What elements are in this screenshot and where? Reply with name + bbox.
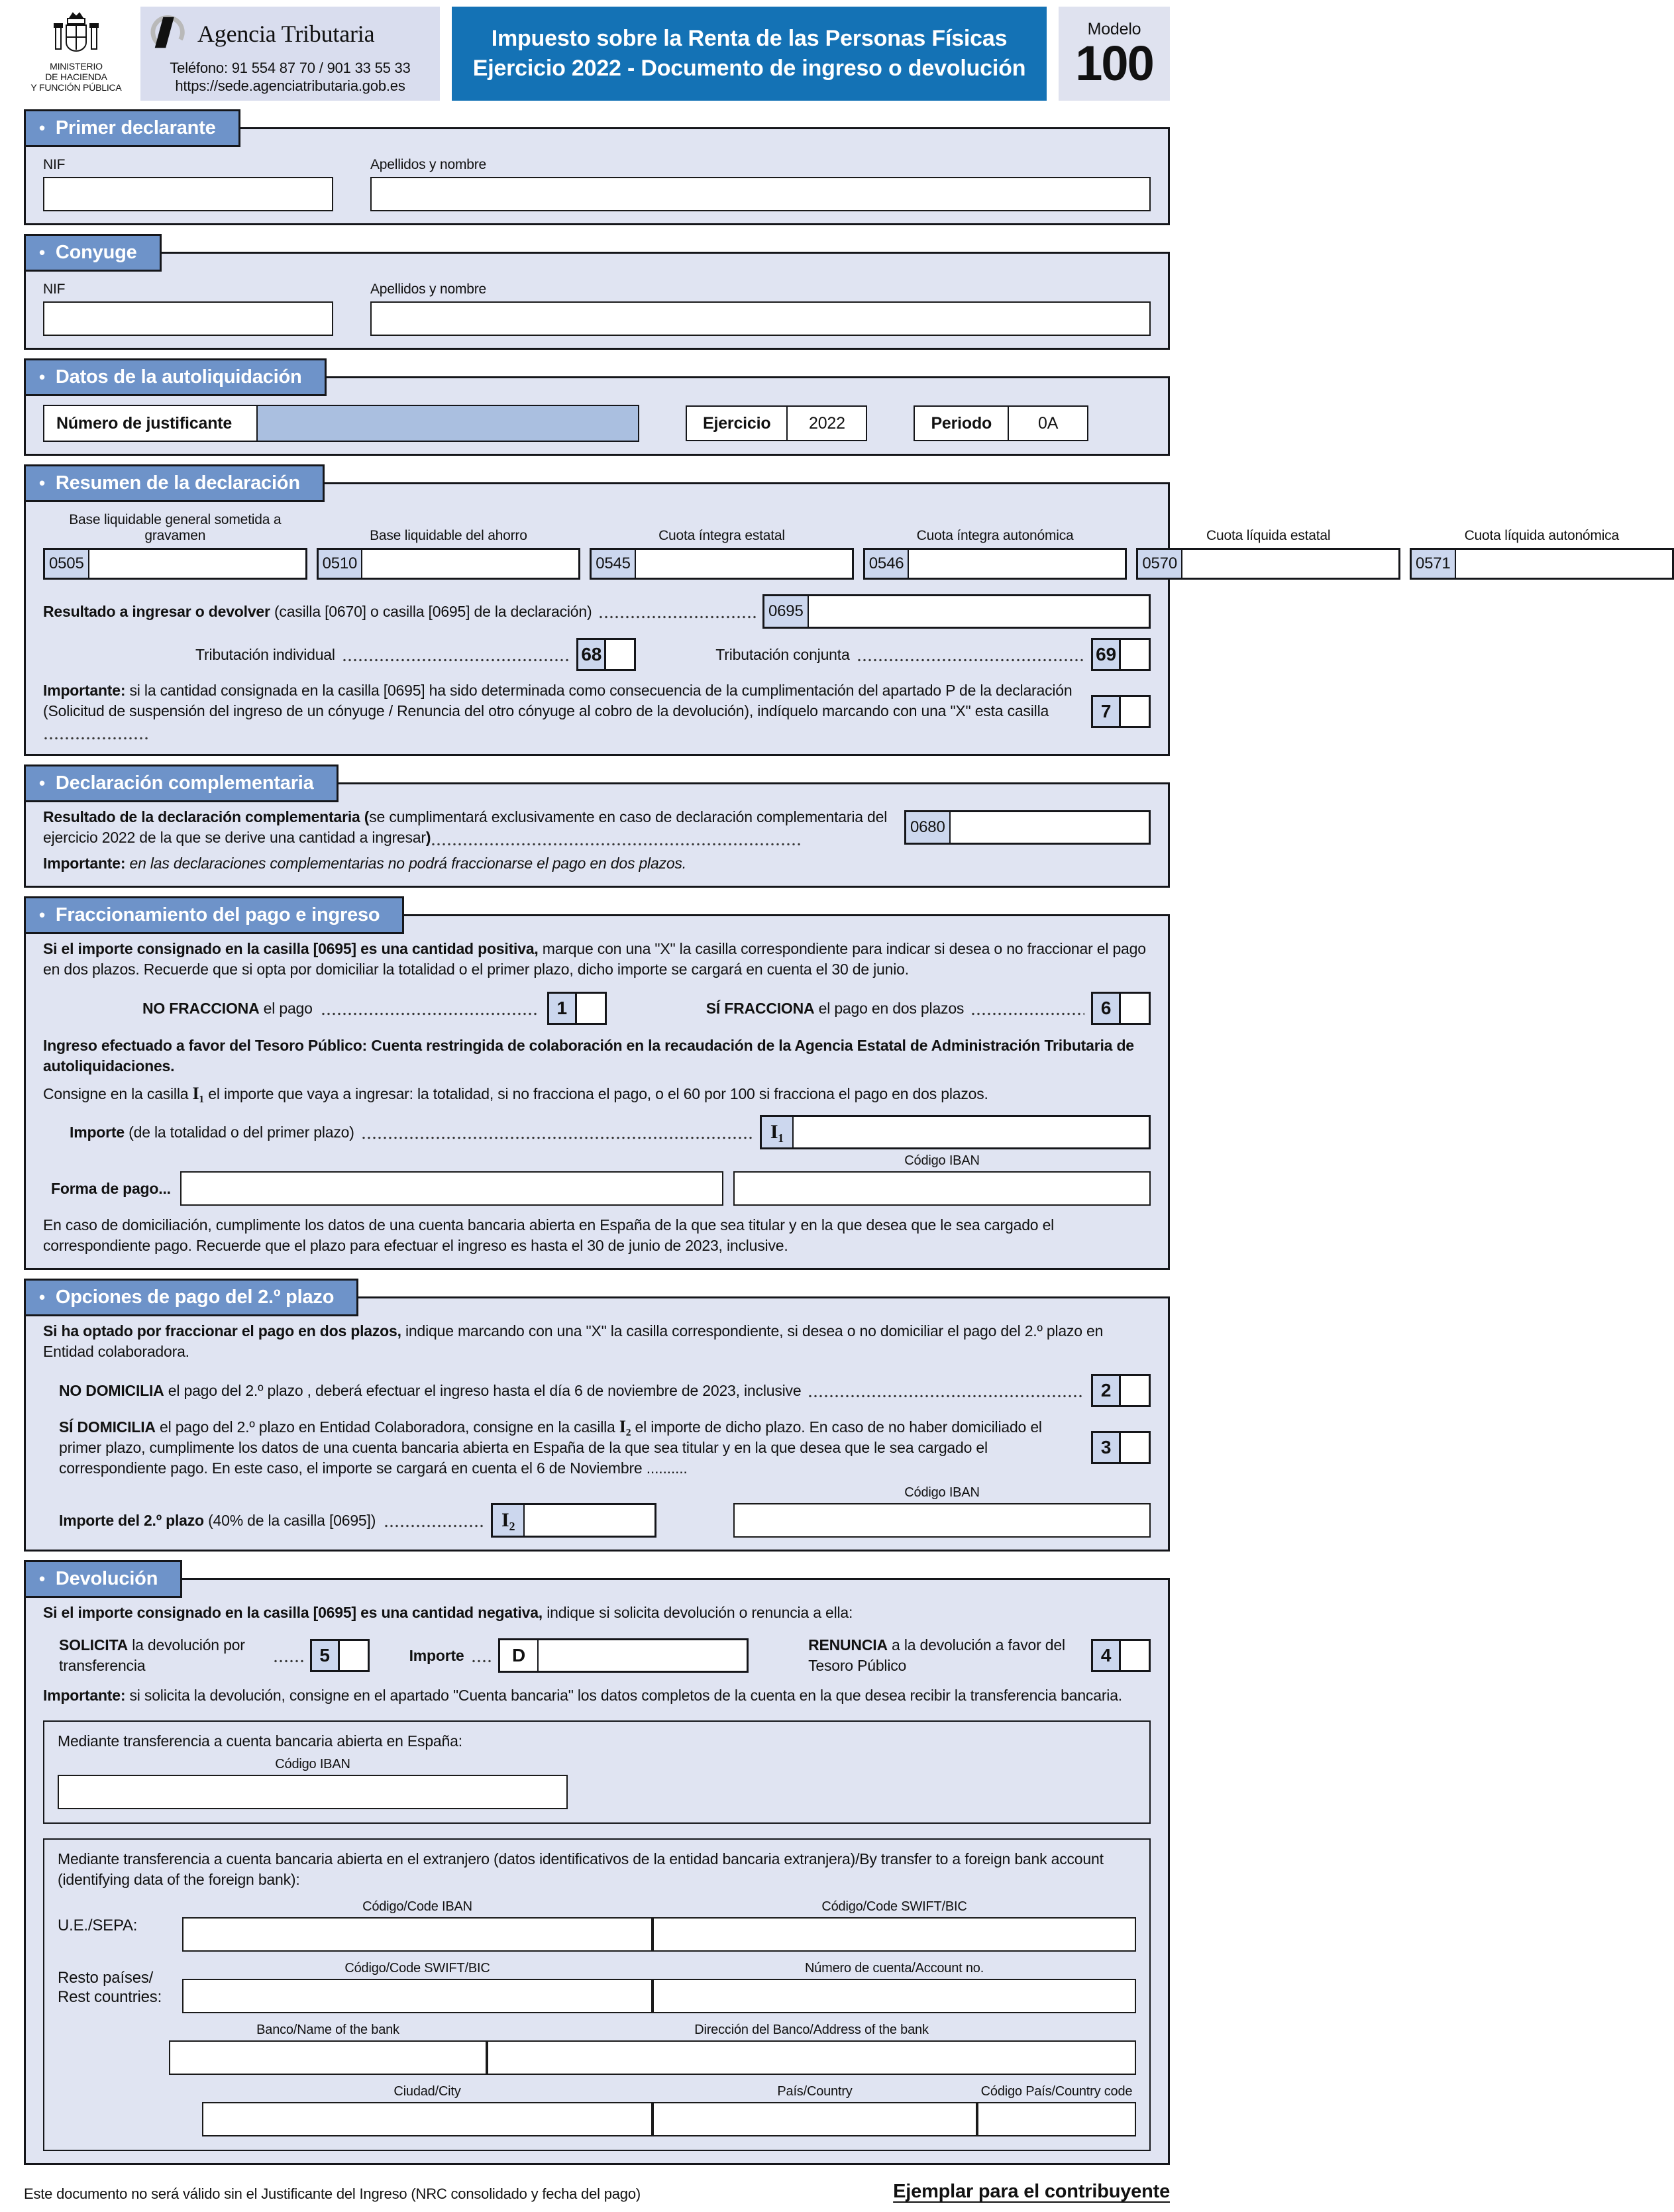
dot-leader [384, 1512, 483, 1528]
section-fraccionamiento [24, 904, 1170, 1270]
bullet-icon: • [39, 905, 45, 925]
casilla-0680-input[interactable] [951, 812, 1149, 843]
field-label: Cuota líquida autonómica [1464, 528, 1619, 543]
dot-leader [857, 647, 1084, 662]
spain-iban-input[interactable] [58, 1775, 568, 1809]
periodo-label: Periodo [931, 413, 992, 433]
casilla-2-checkbox [1091, 1374, 1151, 1407]
casilla-code: 0571 [1412, 550, 1456, 578]
section-title: Declaración complementaria [55, 772, 314, 794]
section-title: Datos de la autoliquidación [55, 366, 302, 388]
tributacion-individual-label: Tributación individual [195, 645, 335, 663]
casilla-0546-input[interactable] [909, 550, 1125, 578]
section-tab-conyuge [24, 234, 162, 272]
ue-iban-input[interactable] [182, 1917, 653, 1952]
casilla-code: 0680 [906, 812, 951, 843]
casilla-0510-input[interactable] [362, 550, 578, 578]
section-title: Conyuge [55, 242, 137, 263]
agencia-tributaria-logo-icon [150, 13, 188, 55]
dot-leader [273, 1648, 303, 1663]
iban-caption: Código IBAN [275, 1757, 350, 1771]
si-fracciona-label: SÍ FRACCIONA el pago en dos plazos [706, 999, 965, 1017]
dot-leader [361, 1124, 753, 1140]
ue-sepa-row [58, 1899, 1136, 1952]
casilla-i1-importe-input[interactable] [794, 1117, 1149, 1147]
field-label: Cuota íntegra autonómica [916, 528, 1074, 543]
footer-validity-note: Este documento no será válido sin el Justificante del Ingreso (NRC consolidado y fecha del pago) [24, 2186, 641, 2202]
ingreso-tesoro-text: Ingreso efectuado a favor del Tesoro Público: Cuenta restringida de colaboración en la recaudación de la Agencia Estatal de Administración Tributaria de autoliquidaciones. [43, 1037, 1134, 1075]
dot-leader [342, 647, 570, 662]
declarante-apellidos-input[interactable] [370, 177, 1151, 211]
resumen-field-0570 [1136, 507, 1400, 580]
resumen-importante-text: Importante: si la cantidad consignada en la casilla [0695] ha sido determinada como consecuencia de la cumplimentación del apartado P de la declaración (Solicitud de suspensión del ingreso de un cónyuge / Renuncia del otro cónyuge al cobro de la devolución), indíquelo marcando con una "X" esta casilla [43, 680, 1082, 742]
justificante-label: Número de justificante [44, 406, 256, 441]
iban-caption: Código IBAN [904, 1153, 980, 1168]
agency-name: Agencia Tributaria [197, 21, 375, 47]
tributacion-conjunta-label: Tributación conjunta [715, 645, 850, 663]
dot-leader [431, 831, 802, 847]
swift-caption: Código/Code SWIFT/BIC [821, 1899, 967, 1914]
section-title: Fraccionamiento del pago e ingreso [55, 904, 380, 925]
section-tab-autoliquidacion [24, 358, 327, 396]
field-label: Cuota líquida estatal [1206, 528, 1331, 543]
section-tab-primer-declarante [24, 109, 240, 147]
consigne-text: Consigne en la casilla I₁ el importe que vaya a ingresar: la totalidad, si no fracciona el pago, o el 60 por 100 si fracciona el pago en dos plazos. [43, 1084, 988, 1103]
casilla-code: 2 [1093, 1376, 1121, 1405]
casilla-d-field [498, 1638, 749, 1673]
casilla-code: 5 [312, 1641, 340, 1670]
casilla-0695-input[interactable] [809, 596, 1149, 627]
renuncia-label: RENUNCIA a la devolución a favor del Tesoro Público [808, 1636, 1065, 1674]
casilla-code: 7 [1093, 697, 1121, 726]
domiciliacion-note-text: En caso de domiciliación, cumplimente los datos de una cuenta bancaria abierta en España de la que sea titular y en la que desea que le sea cargado el correspondiente pago. Recuerde que el plazo para efectuar el ingreso es hasta el 30 de junio de 2023, inclusive. [43, 1216, 1055, 1254]
complementaria-importante-text: Importante: en las declaraciones complementarias no podrá fraccionarse el pago en dos plazos. [43, 855, 686, 872]
tributacion-conjunta-checkbox-cell[interactable] [1121, 640, 1149, 669]
bank-address-caption: Dirección del Banco/Address of the bank [694, 2023, 929, 2037]
city-country-row [58, 2084, 1136, 2136]
importe-label: Importe (de la totalidad o del primer plazo) [70, 1123, 354, 1141]
dot-leader [321, 1000, 539, 1016]
casilla-code: 0570 [1138, 550, 1182, 578]
casilla-5-checkbox-cell[interactable] [340, 1641, 368, 1670]
forma-pago-label: Forma de pago... [51, 1179, 171, 1197]
casilla-3-checkbox-cell[interactable] [1121, 1433, 1149, 1462]
forma-pago-input[interactable] [180, 1171, 723, 1206]
ministry-block [24, 7, 129, 101]
nif-label: NIF [43, 157, 66, 172]
casilla-code: 1 [549, 994, 577, 1023]
section-tab-segundo-plazo [24, 1279, 358, 1316]
casilla-code: 4 [1093, 1641, 1121, 1670]
casilla-0680-field [904, 810, 1151, 845]
ejercicio-label: Ejercicio [703, 413, 771, 433]
form-header [24, 7, 1170, 101]
agency-phone: Teléfono: 91 554 87 70 / 901 33 55 33 [170, 59, 411, 76]
bullet-icon: • [39, 1569, 45, 1589]
ue-swift-input[interactable] [653, 1917, 1136, 1952]
form-title-line2: Ejercicio 2022 - Documento de ingreso o devolución [472, 56, 1026, 81]
resumen-field-0571 [1410, 507, 1674, 580]
casilla-7-checkbox [1091, 695, 1151, 728]
field-label: Base liquidable del ahorro [370, 528, 527, 543]
importe-2plazo-label: Importe del 2.º plazo (40% de la casilla [0695]) [59, 1511, 376, 1529]
complementaria-resultado-text: Resultado de la declaración complementaria (se cumplimentará exclusivamente en caso de declaración complementaria del ejercicio 2022 de la que se derive una cantidad a ingresar) [43, 808, 888, 846]
agency-web: https://sede.agenciatributaria.gob.es [175, 77, 405, 94]
conyuge-nif-input[interactable] [43, 301, 333, 336]
section-title: Resumen de la declaración [55, 472, 300, 494]
casilla-0571-input[interactable] [1456, 550, 1672, 578]
casilla-d-importe-input[interactable] [539, 1640, 747, 1671]
dot-leader [970, 1000, 1084, 1016]
bullet-icon: • [39, 242, 45, 262]
spain-transfer-title: Mediante transferencia a cuenta bancaria abierta en España: [58, 1732, 462, 1750]
section-tab-devolucion [24, 1560, 182, 1598]
dot-leader [471, 1648, 492, 1663]
ue-sepa-label: U.E./SEPA: [58, 1917, 138, 1934]
segundo-plazo-iban-input[interactable] [733, 1503, 1151, 1538]
casilla-code: 69 [1093, 640, 1121, 669]
casilla-code: I₁ [762, 1117, 794, 1147]
section-title: Primer declarante [55, 117, 216, 138]
resumen-field-0510 [317, 507, 581, 580]
ministry-name: MINISTERIO DE HACIENDA Y FUNCIÓN PÚBLICA [30, 61, 122, 93]
bank-row [58, 2023, 1136, 2075]
resto-account-input[interactable] [653, 1979, 1136, 2013]
iban-caption: Código IBAN [904, 1485, 980, 1500]
resto-paises-row [58, 1961, 1136, 2013]
field-label: Cuota íntegra estatal [658, 528, 785, 543]
resultado-text: Resultado a ingresar o devolver (casilla [0670] o casilla [0695] de la declaración) [43, 602, 592, 620]
ministry-coat-of-arms-icon [50, 9, 102, 58]
casilla-code: 0510 [319, 550, 363, 578]
country-code-input[interactable] [977, 2102, 1136, 2136]
form-title-line1: Impuesto sobre la Renta de las Personas Físicas [491, 26, 1008, 51]
section-title: Opciones de pago del 2.º plazo [55, 1287, 335, 1308]
model-number: 100 [1075, 35, 1153, 91]
model-label: Modelo [1087, 19, 1141, 38]
spain-transfer-box [43, 1720, 1151, 1824]
tributacion-individual-checkbox-cell[interactable] [606, 640, 634, 669]
swift-caption: Código/Code SWIFT/BIC [344, 1961, 490, 1975]
bullet-icon: • [39, 118, 45, 138]
field-label: Base liquidable general sometida a gravamen [69, 512, 282, 543]
section-segundo-plazo [24, 1287, 1170, 1552]
agency-block [140, 7, 440, 101]
casilla-0570-input[interactable] [1182, 550, 1398, 578]
casilla-2-checkbox-cell[interactable] [1121, 1376, 1149, 1405]
casilla-code: D [500, 1640, 539, 1671]
casilla-i1-field [760, 1115, 1151, 1149]
city-caption: Ciudad/City [393, 2084, 461, 2099]
casilla-i2-importe-input[interactable] [525, 1505, 654, 1536]
devolucion-importe-label: Importe [409, 1646, 464, 1664]
casilla-0695-field [762, 594, 1151, 629]
casilla-0545-input[interactable] [636, 550, 852, 578]
city-input[interactable] [202, 2102, 653, 2136]
section-conyuge [24, 242, 1170, 350]
casilla-6-checkbox [1091, 992, 1151, 1025]
apellidos-label: Apellidos y nombre [370, 282, 486, 297]
bullet-icon: • [39, 1287, 45, 1307]
casilla-7-checkbox-cell[interactable] [1121, 697, 1149, 726]
casilla-5-checkbox [310, 1639, 370, 1672]
casilla-code: 0545 [592, 550, 636, 578]
bank-name-input[interactable] [169, 2040, 487, 2075]
justificante-field [43, 405, 639, 442]
section-tab-complementaria [24, 764, 339, 802]
section-tab-resumen [24, 464, 325, 502]
section-resumen [24, 472, 1619, 756]
form-footer [24, 2181, 1170, 2203]
footer-copy-label: Ejemplar para el contribuyente [893, 2181, 1170, 2202]
iban-caption: Código/Code IBAN [362, 1899, 472, 1914]
tributacion-individual-checkbox [576, 638, 636, 671]
casilla-3-checkbox [1091, 1431, 1151, 1464]
foreign-transfer-title: Mediante transferencia a cuenta bancaria abierta en el extranjero (datos identificativos de la entidad bancaria extranjera)/By transfer to a foreign bank account (identifying data of the foreign bank): [58, 1850, 1104, 1888]
section-tab-fraccionamiento [24, 896, 404, 934]
model-box [1059, 7, 1170, 101]
resumen-field-0545 [590, 507, 854, 580]
bullet-icon: • [39, 473, 45, 493]
resumen-field-0505 [43, 507, 307, 580]
casilla-4-checkbox [1091, 1639, 1151, 1672]
bullet-icon: • [39, 367, 45, 387]
foreign-transfer-box [43, 1838, 1151, 2151]
declarante-nif-input[interactable] [43, 177, 333, 211]
ejercicio-field [686, 405, 867, 441]
section-devolucion [24, 1568, 1170, 2165]
account-caption: Número de cuenta/Account no. [804, 1961, 984, 1975]
casilla-code: 6 [1093, 994, 1121, 1023]
dot-leader [598, 604, 756, 619]
country-caption: País/Country [777, 2084, 853, 2099]
section-complementaria [24, 772, 1170, 888]
devolucion-intro-text: Si el importe consignado en la casilla [0695] es una cantidad negativa, indique si solicita devolución o renuncia a ella: [43, 1604, 853, 1621]
bullet-icon: • [39, 773, 45, 793]
casilla-1-checkbox [547, 992, 607, 1025]
domiciliacion-iban-input[interactable] [733, 1171, 1151, 1206]
periodo-field [914, 405, 1088, 441]
tributacion-conjunta-checkbox [1091, 638, 1151, 671]
casilla-code: 68 [578, 640, 606, 669]
form-title-banner [452, 7, 1047, 101]
fraccionamiento-intro-text: Si el importe consignado en la casilla [0695] es una cantidad positiva, marque con una "X" la casilla correspondiente para indicar si desea o no fraccionar el pago en dos plazos. Recuerde que si opta por domiciliar la totalidad o el primer plazo, dicho importe se cargará en cuenta el 30 de junio. [43, 940, 1146, 978]
casilla-0505-input[interactable] [89, 550, 305, 578]
casilla-6-checkbox-cell[interactable] [1121, 994, 1149, 1023]
si-domicilia-label: SÍ DOMICILIA el pago del 2.º plazo en Entidad Colaboradora, consigne en la casilla I₂ el importe de dicho plazo. En caso de no haber domiciliado el primer plazo, cumplimente los datos de una cuenta bancaria abierta en España de la que sea titular y en la que desea que le sea cargado el correspondiente pago. En este caso, el importe se cargará en cuenta el 6 de Noviembre .......... [59, 1417, 1042, 1477]
bank-address-input[interactable] [487, 2040, 1136, 2075]
casilla-code: 3 [1093, 1433, 1121, 1462]
no-domicilia-label: NO DOMICILIA el pago del 2.º plazo , deberá efectuar el ingreso hasta el día 6 de noviembre de 2023, inclusive [59, 1381, 802, 1399]
casilla-code: 0695 [764, 596, 809, 627]
country-code-caption: Código País/Country code [980, 2084, 1133, 2099]
nif-label: NIF [43, 282, 66, 297]
casilla-code: 0546 [865, 550, 910, 578]
dot-leader [43, 725, 149, 741]
devolucion-importante-text: Importante: si solicita la devolución, consigne en el apartado "Cuenta bancaria" los datos completos de la cuenta en la que desea recibir la transferencia bancaria. [43, 1687, 1122, 1704]
bank-name-caption: Banco/Name of the bank [256, 2023, 399, 2037]
casilla-code: I₂ [493, 1505, 525, 1536]
apellidos-label: Apellidos y nombre [370, 157, 486, 172]
no-fracciona-label: NO FRACCIONA el pago [142, 999, 313, 1017]
justificante-input[interactable] [256, 406, 638, 441]
ejercicio-value: 2022 [786, 407, 866, 440]
conyuge-apellidos-input[interactable] [370, 301, 1151, 336]
section-primer-declarante [24, 117, 1170, 225]
casilla-i2-field [491, 1503, 656, 1538]
periodo-value: 0A [1008, 407, 1087, 440]
resto-paises-label: Resto países/ Rest countries: [58, 1968, 162, 2006]
resto-swift-input[interactable] [182, 1979, 653, 2013]
resumen-field-0546 [863, 507, 1127, 580]
dot-leader [808, 1383, 1084, 1398]
casilla-code: 0505 [45, 550, 89, 578]
solicita-label: SOLICITA la devolución por transferencia [59, 1636, 245, 1674]
country-input[interactable] [653, 2102, 977, 2136]
casilla-1-checkbox-cell[interactable] [577, 994, 605, 1023]
section-title: Devolución [55, 1568, 158, 1589]
section-autoliquidacion [24, 366, 1170, 456]
segundo-plazo-intro-text: Si ha optado por fraccionar el pago en dos plazos, indique marcando con una "X" la casilla correspondiente, si desea o no domiciliar el pago del 2.º plazo en Entidad colaboradora. [43, 1322, 1104, 1360]
casilla-4-checkbox-cell[interactable] [1121, 1641, 1149, 1670]
